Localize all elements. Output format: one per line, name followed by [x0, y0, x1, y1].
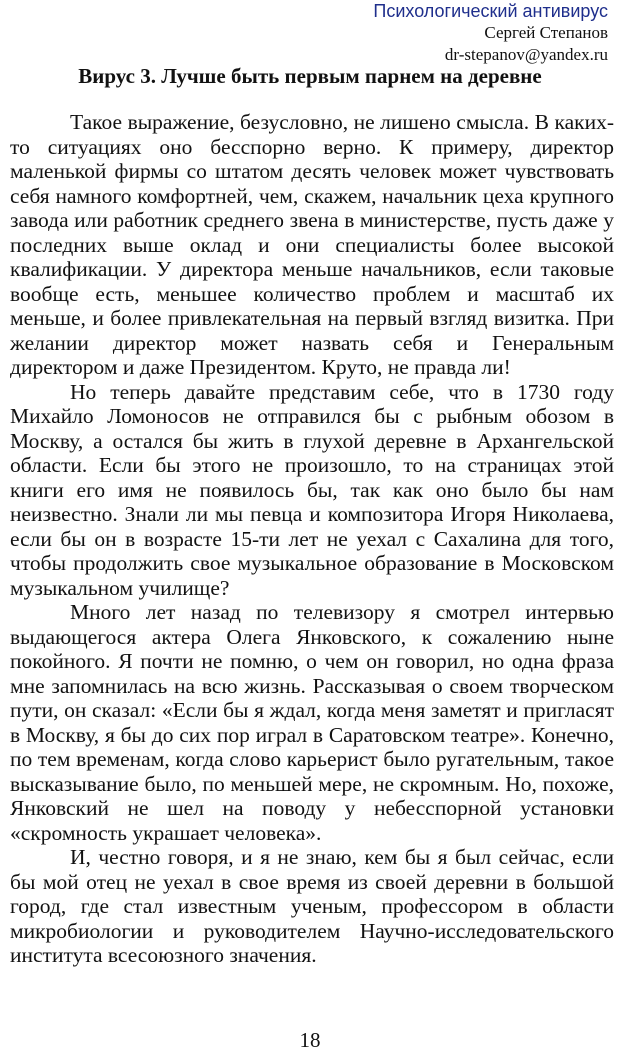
paragraph: Но теперь давайте представим себе, что в 1730 году Михайло Ломоносов не отправился бы с рыбным обозом в Москву, а остался бы жить в глухой деревне в Архангельской области. Если бы этого не произошло, то на страницах этой книги его имя не появилось бы, так как оно было бы нам неизвестно. Знали ли мы певца и композитора Игоря Николаева, если бы он в возрасте 15-ти лет не уехал с Сахалина для того, чтобы продолжить свое музыкальное образование в Московском музыкальном училище?: [10, 379, 614, 600]
body-text: [10, 110, 614, 968]
book-title: Психологический антивирус: [373, 1, 608, 21]
page-number: 18: [299, 1028, 321, 1052]
page-header: [373, 0, 608, 66]
paragraph: Такое выражение, безусловно, не лишено смысла. В каких-то ситуациях оно бесспорно верно. К примеру, директор маленькой фирмы со штатом десять человек может чувствовать себя намного комфортней, чем, скажем, начальник цеха крупного завода или работник среднего звена в министерстве, пусть даже у последних выше оклад и они специалисты более высокой квалификации. У директора меньше начальников, если таковые вообще есть, меньшее количество проблем и масштаб их меньше, и более привлекательная на первый взгляд визитка. При желании директор может назвать себя и Генеральным директором и даже Президентом. Круто, не правда ли!: [10, 110, 614, 379]
author-email: dr-stepanov@yandex.ru: [444, 45, 608, 64]
paragraph: Много лет назад по телевизору я смотрел интервью выдающегося актера Олега Янковского, к сожалению ныне покойного. Я почти не помню, о чем он говорил, но одна фраза мне запомнилась на всю жизнь. Рассказывая о своем творческом пути, он сказал: «Если бы я ждал, когда меня заметят и пригласят в Москву, я бы до сих пор играл в Саратовском театре». Конечно, по тем временам, когда слово карьерист было ругательным, такое высказывание было, по меньшей мере, не скромным. Но, похоже, Янковский не шел на поводу у небесспорной установки «скромность украшает человека».: [10, 600, 614, 845]
chapter-title: Вирус 3. Лучше быть первым парнем на деревне: [78, 64, 542, 88]
paragraph: И, честно говоря, и я не знаю, кем бы я был сейчас, если бы мой отец не уехал в свое время из своей деревни в большой город, где стал известным ученым, профессором в области микробиологии и руководителем Научно-исследовательского института всесоюзного значения.: [10, 845, 614, 967]
author-name: Сергей Степанов: [484, 23, 608, 42]
